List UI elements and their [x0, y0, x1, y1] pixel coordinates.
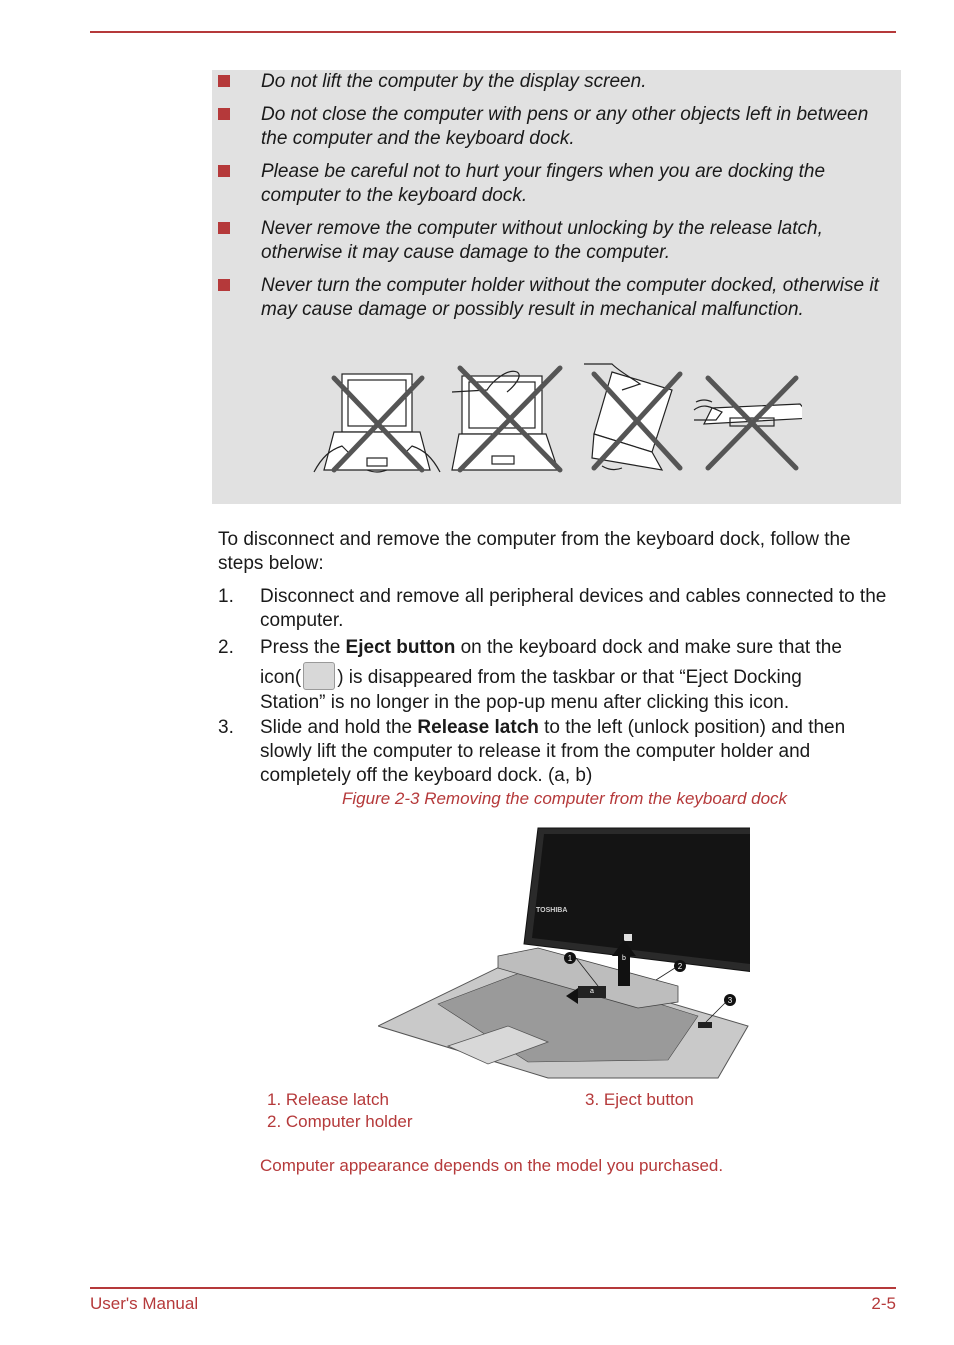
footer-title: User's Manual [90, 1294, 199, 1313]
callout-1: 1 [567, 954, 573, 963]
caution-text: Please be careful not to hurt your fingers when you are docking the computer to the keyboard dock. [261, 161, 826, 206]
eject-button [698, 1022, 712, 1028]
step-number: 3. [218, 717, 234, 738]
bullet-square-icon [218, 165, 230, 177]
legend-item-eject-button: 3. Eject button [585, 1090, 694, 1109]
caution-text: Do not lift the computer by the display screen. [261, 71, 647, 92]
footer-rule [90, 1287, 896, 1289]
caution-text: Do not close the computer with pens or any other objects left in between the computer and the keyboard dock. [261, 104, 869, 149]
release-latch-term: Release latch [417, 717, 539, 738]
callout-a: a [590, 988, 594, 995]
callout-b: b [622, 955, 626, 962]
bullet-square-icon [218, 279, 230, 291]
callout-2: 2 [677, 962, 683, 971]
bullet-square-icon [218, 75, 230, 87]
page-number: 2-5 [871, 1294, 896, 1313]
appearance-note: Computer appearance depends on the model you purchased. [260, 1156, 724, 1175]
callout-3: 3 [727, 996, 733, 1005]
legend-item-release-latch: 1. Release latch [267, 1090, 389, 1109]
bullet-square-icon [218, 222, 230, 234]
step-number: 1. [218, 586, 234, 607]
brand-logo: TOSHIBA [536, 907, 568, 914]
legend-item-computer-holder: 2. Computer holder [267, 1112, 413, 1131]
header-rule [90, 31, 896, 33]
step-number: 2. [218, 637, 234, 658]
figure-dock-removal [378, 826, 750, 1082]
eject-button-term: Eject button [345, 637, 456, 658]
intro-paragraph: To disconnect and remove the computer from the keyboard dock, follow the steps below: [218, 529, 851, 574]
caution-text: Never remove the computer without unlocking by the release latch, otherwise it may cause damage to the computer. [261, 218, 823, 263]
caution-box [212, 70, 901, 504]
eject-docking-icon [303, 662, 335, 690]
step-text: Disconnect and remove all peripheral devices and cables connected to the computer. [260, 586, 887, 631]
caution-illustration [312, 362, 802, 477]
windows-button-icon [624, 934, 632, 941]
figure-caption: Figure 2-3 Removing the computer from the keyboard dock [342, 789, 788, 808]
bullet-square-icon [218, 108, 230, 120]
caution-text: Never turn the computer holder without the computer docked, otherwise it may cause damage or possibly result in mechanical malfunction. [261, 275, 879, 320]
